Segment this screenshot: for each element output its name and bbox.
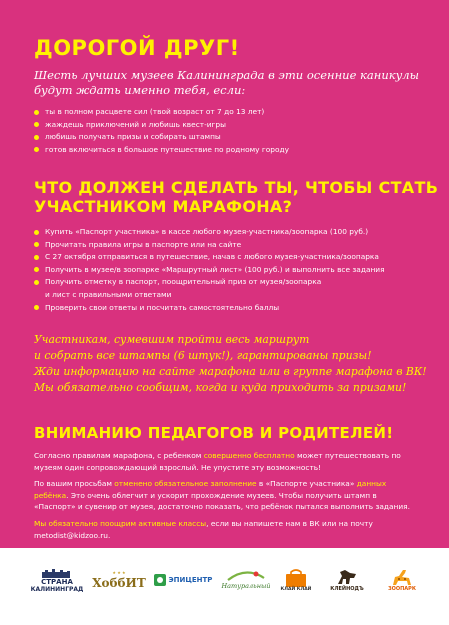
- intro-line-1: Шесть лучших музеев Калининграда в эти осенние каникулы: [34, 68, 419, 82]
- horse-icon: [334, 568, 360, 586]
- step-5-text: Получить отметку в паспорт, поощрительный приз от музея/зоопарка: [45, 277, 322, 287]
- step-5-extra: и лист с правильными ответами: [45, 289, 172, 299]
- list-item: Получить в музее/в зоопарке «Маршрутный лист» (100 руб.) и выполнить все задания: [34, 264, 385, 277]
- list-item: жаждешь приключений и любишь квест-игры: [34, 119, 289, 132]
- logo-epicentr: ЭПИЦЕНТР: [150, 560, 216, 600]
- logo-kleynod: КЛЕЙНОДЪ: [322, 560, 372, 600]
- logo-naturalny: Натуральный: [220, 560, 272, 600]
- conditions-list: [34, 106, 289, 156]
- logo-zoopark: ЗООПАРК: [378, 560, 426, 600]
- shopping-bag-icon: [283, 569, 309, 587]
- steps-list: [34, 226, 385, 314]
- list-item: С 27 октября отправиться в путешествие, начав с любого музея-участника/зоопарка: [34, 251, 385, 264]
- logo-klay-klay: КЛАЙ КЛАЙ: [276, 560, 316, 600]
- steps-title-line-1: ЧТО ДОЛЖЕН СДЕЛАТЬ ТЫ, ЧТОБЫ СТАТЬ: [34, 178, 439, 197]
- epicentr-mark-icon: [154, 574, 166, 586]
- promo-line-1: Участникам, сумевшим пройти весь маршрут: [34, 333, 310, 346]
- steps-title-line-2: УЧАСТНИКОМ МАРАФОНА?: [34, 197, 293, 216]
- promo-line-3: Жди информацию на сайте марафона или в группе марафона в ВК!: [34, 365, 427, 378]
- list-item: любишь получать призы и собирать штампы: [34, 131, 289, 144]
- list-item: ты в полном расцвете сил (твой возраст от 7 до 13 лет): [34, 106, 289, 119]
- steps-title: [34, 178, 438, 216]
- list-item: Проверить свои ответы и посчитать самостоятельно баллы: [34, 302, 385, 315]
- list-item: [34, 276, 385, 301]
- list-item: готов включиться в большое путешествие по родному городу: [34, 144, 289, 157]
- list-item: Купить «Паспорт участника» в кассе любого музея-участника/зоопарка (100 руб.): [34, 226, 385, 239]
- teachers-paragraph-3: Мы обязательно поощрим активные классы, если вы напишете нам в ВК или на почту metodist@kidzoo.ru.: [34, 519, 373, 540]
- teachers-title: ВНИМАНИЮ ПЕДАГОГОВ И РОДИТЕЛЕЙ!: [34, 424, 394, 442]
- promo-line-4: Мы обязательно сообщим, когда и куда приходить за призами!: [34, 381, 407, 394]
- giraffe-icon: [387, 568, 417, 586]
- intro-line-2: будут ждать именно тебя, если:: [34, 83, 246, 97]
- promo-line-2: и собрать все штампы (6 штук!), гарантированы призы!: [34, 349, 372, 362]
- teachers-paragraph-2: По вашим просьбам отменено обязательное заполнение в «Паспорте участника» данных ребёнка. Это очень облегчит и ускорит прохождение музеев. Чтобы получить штамп в «Паспорт» и сувенир от музея, достаточно показать, что ребёнок пытался выполнить задания.: [34, 479, 410, 511]
- greeting-title: ДОРОГОЙ ДРУГ!: [34, 36, 240, 60]
- contact-email[interactable]: metodist@kidzoo.ru.: [34, 530, 111, 540]
- logo-strana-kaliningrad: СТРАНА КАЛИНИНГРАД: [28, 560, 86, 600]
- list-item: Прочитать правила игры в паспорте или на сайте: [34, 239, 385, 252]
- leaf-swoosh-icon: [226, 570, 266, 582]
- logo-hobbit: ★ ★ ★ ХоббИТ: [92, 570, 146, 590]
- sponsor-logos: [0, 560, 449, 604]
- castle-icon: [40, 568, 74, 578]
- teachers-paragraph-1: Согласно правилам марафона, с ребенком совершенно бесплатно может путешествовать по музеям один сопровождающий взрослый. Не упустите эту возможность!: [34, 451, 401, 472]
